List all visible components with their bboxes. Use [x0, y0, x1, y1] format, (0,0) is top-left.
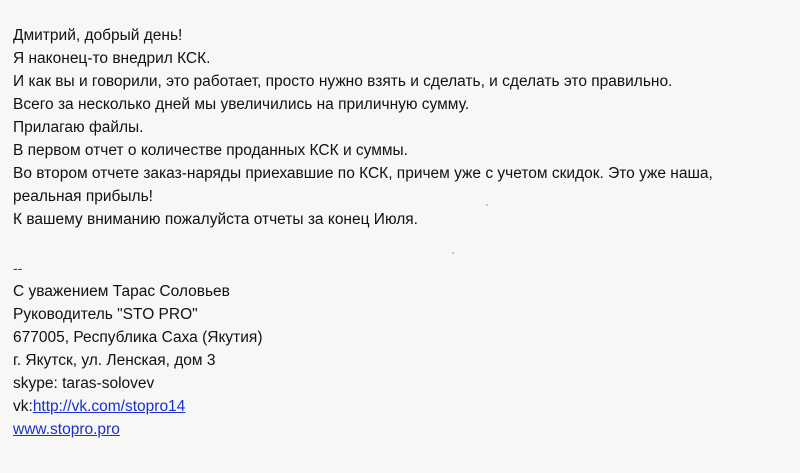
signature-regards: С уважением Тарас Соловьев — [13, 283, 230, 300]
scan-speck — [486, 204, 488, 206]
letter-line: реальная прибыль! — [13, 188, 153, 205]
scan-speck — [452, 252, 454, 254]
letter-line: В первом отчет о количестве проданных КСК и суммы. — [13, 142, 408, 159]
signature-separator: -- — [13, 260, 23, 276]
letter-body — [13, 24, 793, 441]
letter-line: Во втором отчете заказ-наряды приехавшие по КСК, причем уже с учетом скидок. Это уже наша, — [13, 165, 713, 182]
signature-skype: skype: taras-solovev — [13, 375, 155, 392]
paragraph-gap — [13, 231, 793, 257]
letter-line: Всего за несколько дней мы увеличились на приличную сумму. — [13, 96, 470, 113]
website-link[interactable]: www.stopro.pro — [13, 421, 120, 438]
vk-label: vk: — [13, 398, 33, 415]
signature-position: Руководитель "STO PRO" — [13, 306, 198, 323]
letter-line: К вашему вниманию пожалуйста отчеты за конец Июля. — [13, 211, 418, 228]
letter-line: Я наконец-то внедрил КСК. — [13, 50, 211, 67]
letter-line: И как вы и говорили, это работает, просто нужно взять и сделать, и сделать это правильно. — [13, 73, 673, 90]
vk-link[interactable]: http://vk.com/stopro14 — [32, 398, 186, 415]
letter-line: Прилагаю файлы. — [13, 119, 144, 136]
signature-website — [13, 418, 793, 441]
signature-vk — [13, 395, 793, 418]
signature-address: г. Якутск, ул. Ленская, дом 3 — [13, 352, 216, 369]
greeting-line: Дмитрий, добрый день! — [13, 27, 183, 44]
signature-postal: 677005, Республика Саха (Якутия) — [13, 329, 263, 346]
